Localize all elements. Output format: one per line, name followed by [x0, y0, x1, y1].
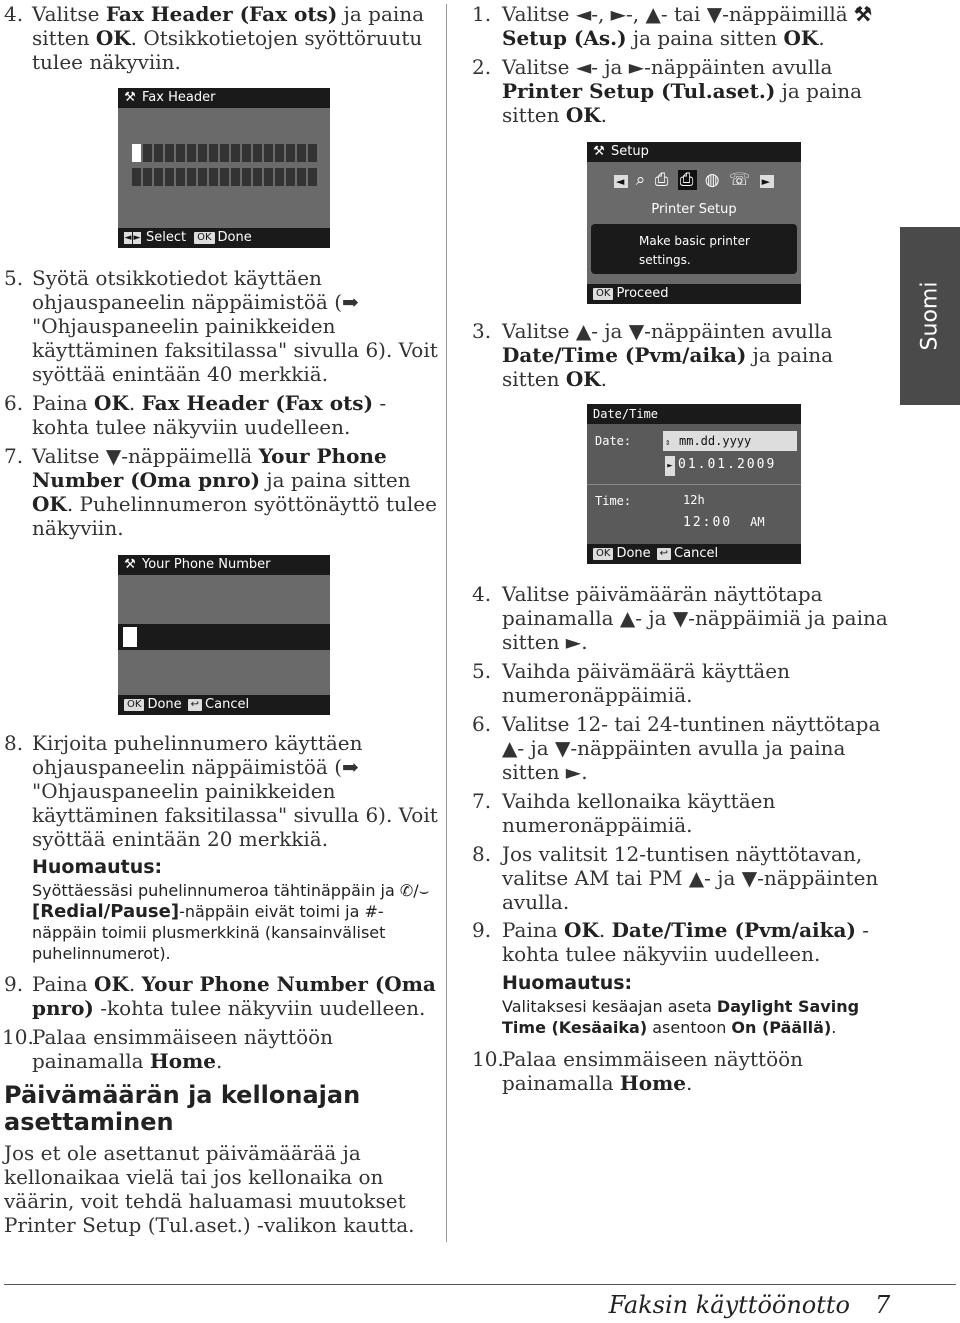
wrench-icon: ⚒	[124, 557, 136, 572]
note-right: Huomautus: Valitaksesi kesäajan aseta Daylight Saving Time (Kesäaika) asentoon On (Päällä).	[502, 972, 860, 1037]
setup-label: Printer Setup	[651, 202, 737, 217]
search-icon: ⌕	[635, 170, 648, 190]
wrench-icon: ⚒	[593, 144, 605, 159]
icon-row	[587, 166, 801, 194]
lcd-setup: ⚒ Setup ◄ ⌕ ⎙ ⎙ ◍ ☏ ► Printer Setup Make basic printer settings. OK Proceed	[587, 142, 801, 304]
setup-wrench-icon: ⚒	[854, 2, 872, 26]
language-side-tab: Suomi	[900, 227, 960, 405]
up-down-icon: ⇕	[665, 438, 671, 448]
printer-icon: ⎙	[654, 170, 671, 190]
right-arrow-icon: ►	[133, 233, 141, 243]
section-heading: Päivämäärän ja kellonajan asettaminen	[4, 1081, 361, 1136]
ok-key-icon: OK	[593, 548, 613, 560]
step-9-left: 9. Paina OK. Your Phone Number (Oma pnro) -kohta tulee näkyviin uudelleen.	[4, 972, 436, 1020]
ok-key-icon: OK	[124, 699, 144, 711]
setup-desc-box: Make basic printer settings.	[591, 224, 797, 274]
step-9-right: 9. Paina OK. Date/Time (Pvm/aika) -kohta tulee näkyviin uudelleen.	[472, 918, 870, 966]
globe-icon: ◍	[704, 170, 722, 190]
step-6-right: 6. Valitse 12- tai 24-tuntinen näyttötapa ▲- ja ▼-näppäinten avulla ja paina sitten ►.	[472, 712, 881, 784]
separator	[587, 484, 801, 485]
step-8-left: 8. Kirjoita puhelinnumero käyttäen ohjauspaneelin näppäimistöä (➡ "Ohjauspaneelin painikkeiden käyttäminen faksitilassa" sivulla 6). Voit syöttää enintään 20 merkkiä.	[4, 731, 438, 851]
footer-section-title: Faksin käyttöönotto	[608, 1291, 850, 1319]
lcd-fax-header: ⚒ Fax Header ◄ ► Select OK Done	[118, 88, 330, 248]
wrench-icon: ⚒	[124, 90, 136, 105]
step-5-left: 5. Syötä otsikkotiedot käyttäen ohjauspaneelin näppäimistöä (➡ "Ohjauspaneelin painikkeiden käyttäminen faksitilassa" sivulla 6). Voit syöttää enintään 40 merkkiä.	[4, 266, 438, 386]
left-arrow-icon: ◄	[615, 175, 627, 188]
section-body: Jos et ole asettanut päivämäärää ja kellonaikaa vielä tai jos kellonaika on väärin, voit tehdä haluamasi muutokset Printer Setup (Tul.aset.) -valikon kautta.	[4, 1141, 415, 1237]
time-value-field: 12:00 AM	[683, 515, 765, 530]
step-1-right: 1. Valitse ◄-, ►-, ▲- tai ▼-näppäimillä ⚒ Setup (As.) ja paina sitten OK.	[472, 2, 872, 50]
step-2-right: 2. Valitse ◄- ja ►-näppäinten avulla Printer Setup (Tul.aset.) ja paina sitten OK.	[472, 55, 863, 127]
note-left: Huomautus: Syöttäessäsi puhelinnumeroa tähtinäppäin ja ✆/⌣ [Redial/Pause]-näppäin eivät toimi ja #-näppäin toimii plusmerkkinä (kansainväliset puhelinnumerot).	[32, 856, 430, 963]
lcd-date-time: Date/Time Date: ⇕ mm.dd.yyyy ► 01.01.2009 Time: 12h 12:00 AM OK Done ↩ Cancel	[587, 404, 801, 564]
step-3-right: 3. Valitse ▲- ja ▼-näppäinten avulla Date/Time (Pvm/aika) ja paina sitten OK.	[472, 319, 834, 391]
page-number: 7	[875, 1291, 891, 1319]
left-arrow-icon: ◄	[124, 233, 132, 243]
step-4-left: 4. Valitse Fax Header (Fax ots) ja paina sitten OK. Otsikkotietojen syöttöruutu tulee näkyviin.	[4, 2, 425, 74]
printer-setup-icon: ⎙	[679, 170, 696, 190]
input-field-row-2	[132, 168, 318, 186]
ok-key-icon: OK	[593, 288, 613, 300]
step-7-left: 7. Valitse ▼-näppäimellä Your Phone Number (Oma pnro) ja paina sitten OK. Puhelinnumeron syöttönäyttö tulee näkyviin.	[4, 444, 437, 540]
footer-rule	[4, 1284, 956, 1285]
step-7-right: 7. Vaihda kellonaika käyttäen numeronäppäimiä.	[472, 789, 776, 837]
step-10-right: 10. Palaa ensimmäiseen näyttöön painamalla Home.	[472, 1047, 804, 1095]
right-arrow-icon: ►	[665, 456, 675, 476]
step-8-right: 8. Jos valitsit 12-tuntisen näyttötavan, valitse AM tai PM ▲- ja ▼-näppäinten avulla.	[472, 842, 879, 914]
ok-key-icon: OK	[194, 232, 214, 244]
right-arrow-icon: ►	[761, 175, 773, 188]
step-4-right: 4. Valitse päivämäärän näyttötapa painamalla ▲- ja ▼-näppäimiä ja paina sitten ►.	[472, 582, 888, 654]
back-key-icon: ↩	[188, 699, 202, 711]
step-6-left: 6. Paina OK. Fax Header (Fax ots) -kohta tulee näkyviin uudelleen.	[4, 391, 387, 439]
back-key-icon: ↩	[657, 548, 671, 560]
text-cursor	[132, 144, 141, 162]
lcd-your-phone-number: ⚒ Your Phone Number OK Done ↩ Cancel	[118, 555, 330, 715]
redial-pause-icon: ✆/⌣	[399, 881, 430, 900]
text-cursor	[123, 627, 137, 647]
date-value-field: ► 01.01.2009	[663, 455, 797, 475]
phone-icon: ☏	[728, 170, 753, 190]
date-format-field: ⇕ mm.dd.yyyy	[663, 431, 797, 451]
column-divider	[446, 4, 447, 1242]
phone-input-field	[118, 624, 330, 650]
input-field-row-1	[132, 144, 318, 162]
step-10-left: 10. Palaa ensimmäiseen näyttöön painamalla Home.	[2, 1025, 334, 1073]
step-5-right: 5. Vaihda päivämäärä käyttäen numeronäppäimiä.	[472, 659, 790, 707]
